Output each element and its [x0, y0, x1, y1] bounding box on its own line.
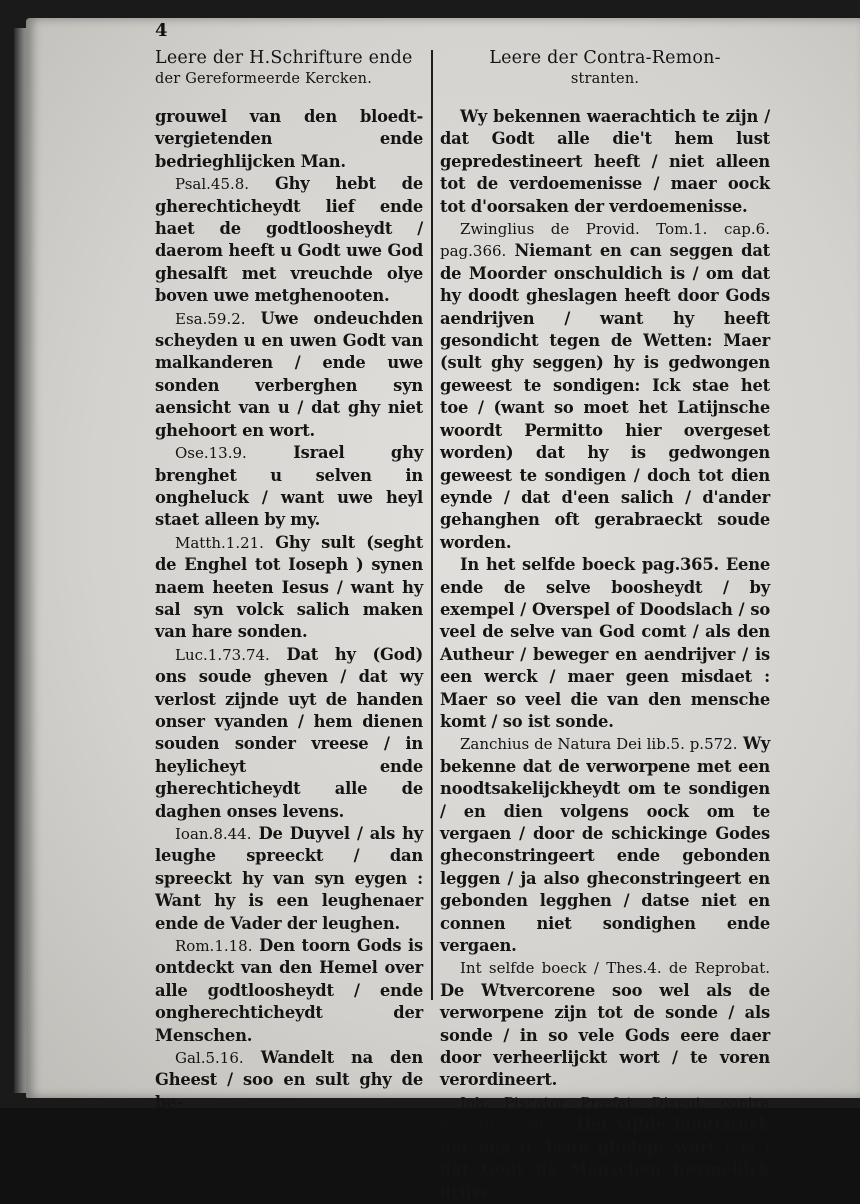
- right-paragraph: [440, 554, 770, 733]
- right-paragraph-text: Niemant en can seggen dat de Moorder onschuldich is / om dat hy doodt gheslagen heeft door Gods aendrijven / want hy heeft gesondicht tegen de Wetten: Maer (sult ghy seggen) hy is gedwongen geweest te sondigen: Ick stae het toe / (want so moet het Latijnsche woordt Permitto hier overgeset worden) dat hy is gedwongen geweest te sondigen / doch tot dien eynde / dat d'een salich / d'ander gehanghen oft gerabraeckt soude worden.: [440, 241, 770, 552]
- right-paragraph-text: Wy bekennen waerachtich te zijn / dat Godt alle die't hem lust gepredestineert heeft / niet alleen tot de verdoemenisse / maer oock tot d'oorsaken der verdoemenisse.: [440, 107, 770, 216]
- left-paragraph-text: Ghy sult (seght de Enghel tot Ioseph ) synen naem heeten Iesus / want hy sal syn volck salich maken van hare sonden.: [155, 532, 424, 642]
- left-paragraph: [155, 823, 423, 935]
- left-paragraph-text: Israel ghy brenghet u selven in ongheluck / want uwe heyl staet alleen by my.: [155, 443, 423, 530]
- left-paragraph: [155, 308, 423, 442]
- scripture-reference: Gal.5.16.: [175, 1049, 244, 1068]
- right-paragraph: [440, 733, 770, 957]
- right-column: [440, 48, 770, 1204]
- right-paragraph: [440, 1092, 770, 1204]
- left-paragraph-text: De Duyvel / als hy leughe spreeckt / dan spreeckt hy van syn eygen : Want hy is een leughenaer ende de Vader der leughen.: [155, 824, 424, 933]
- right-paragraph: [440, 957, 770, 1091]
- scripture-reference: Psal.45.8.: [175, 175, 250, 194]
- source-reference: Int selfde boeck / Thes.4. de Reprobat.: [460, 959, 770, 978]
- left-paragraph-text: Den toorn Gods is ontdeckt van den Hemel over alle godtloosheydt / ende ongherechticheydt der Menschen.: [155, 936, 423, 1045]
- left-paragraph: [155, 106, 423, 173]
- column-divider: [431, 50, 433, 1000]
- left-paragraph: [155, 173, 423, 307]
- left-paragraph-text: Ghy hebt de gherechticheydt lief ende haet de godtloosheydt / daerom heeft u Godt uwe God ghesalft met vreuchde olye boven uwe metghenooten.: [155, 174, 424, 306]
- source-reference: Ioh. Piscator Præfat. Disput. contra Schasma. pag.7.: [440, 1093, 770, 1135]
- left-paragraph: [155, 442, 423, 532]
- right-paragraph: [440, 218, 770, 554]
- right-paragraph-text: Wy bekenne dat de verworpene met een noodtsakelijckheydt om te sondigen / en dien volgens oock om te vergaen / door de schickinge Godes gheconstringeert ende gebonden leggen / ja also gheconstringeert en gebonden legghen / datse niet en connen niet sondighen ende vergaen.: [440, 734, 770, 956]
- right-paragraph-text: Het vijfde hooftstuck dat ons te laste ghelept wort / is / dat Godt de Menschen heymelijck drijve: [440, 1115, 770, 1202]
- right-column-header: [440, 48, 770, 100]
- left-column: [155, 48, 423, 1114]
- scripture-reference: Matth.1.21.: [175, 533, 264, 552]
- left-paragraph-text: Dat hy (God) ons soude gheven / dat wy verlost zijnde uyt de handen onser vyanden / hem dienen souden sonder vreese / in heylicheyt ende gherechticheydt alle de daghen onses levens.: [155, 644, 423, 821]
- right-paragraph: [440, 106, 770, 218]
- right-paragraph-text: De Wtvercorene soo wel als de verworpene zijn tot de sonde / als sonde / in so vele Gods eere daer door verheerlijckt wort / te voren verordineert.: [440, 980, 770, 1090]
- source-reference: Zwinglius de Provid. Tom.1. cap.6. pag.366.: [440, 220, 770, 261]
- scripture-reference: Ioan.8.44.: [175, 825, 252, 843]
- left-paragraph: [155, 532, 423, 644]
- left-column-header: [155, 48, 423, 100]
- right-paragraph-text: In het selfde boeck pag.365. Eene ende de selve boosheydt / by exempel / Overspel of Doodslach / so veel de selve van God comt / als den Autheur / beweger en aendrijver / is een werck / maer geen misdaet : Maer so veel die van den mensche komt / so ist sonde.: [440, 555, 770, 731]
- scripture-reference: Luc.1.73.74.: [175, 645, 270, 664]
- scripture-reference: Rom.1.18.: [175, 937, 253, 956]
- right-header-line2: stranten.: [570, 71, 640, 87]
- right-header-line1: Leere der Contra-Remon-: [489, 48, 721, 68]
- left-paragraph: [155, 644, 423, 823]
- left-paragraph: [155, 1047, 423, 1114]
- scripture-reference: Esa.59.2.: [175, 309, 246, 328]
- left-paragraph-text: grouwel van den bloedt-vergietenden ende bedrieghlijcken Man.: [155, 107, 423, 171]
- left-header-line1: Leere der H.Schrifture ende: [155, 48, 413, 68]
- left-paragraph: [155, 935, 423, 1047]
- scripture-reference: Ose.13.9.: [175, 444, 247, 463]
- left-paragraph-text: Wandelt na den Gheest / soo en sult ghy de be-: [155, 1048, 423, 1112]
- page-number: 4: [155, 20, 168, 41]
- left-header-line2: der Gereformeerde Kercken.: [155, 71, 373, 87]
- left-paragraph-text: Uwe ondeuchden scheyden u en uwen Godt van malkanderen / ende uwe sonden verberghen syn aensicht van u / dat ghy niet ghehoort en wort.: [155, 308, 423, 440]
- source-reference: Zanchius de Natura Dei lib.5. p.572.: [460, 735, 738, 754]
